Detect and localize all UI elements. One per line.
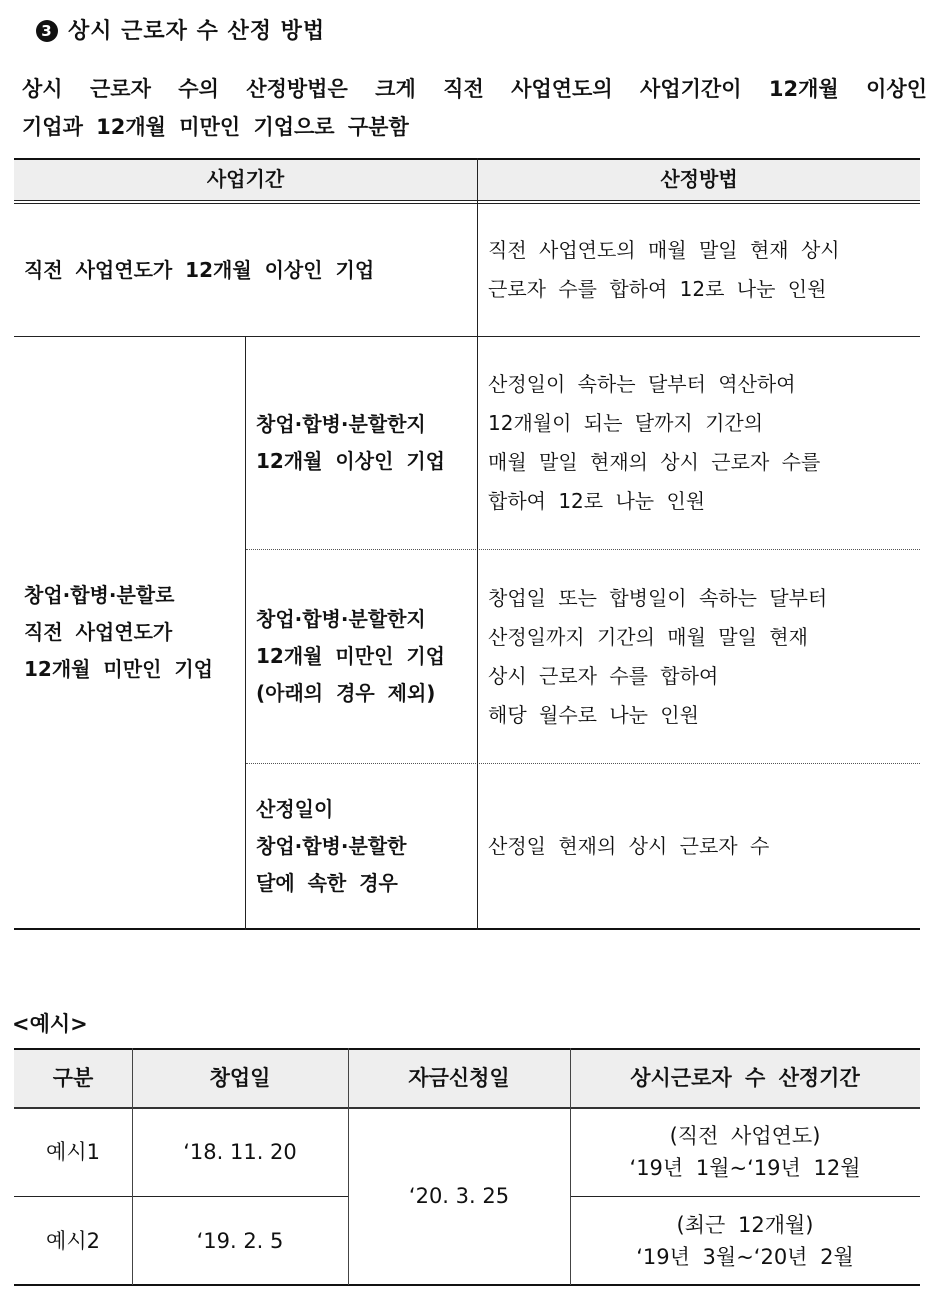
sub2-label: 창업·합병·분할한지 12개월 미만인 기업 (아래의 경우 제외) <box>256 607 445 705</box>
example1-period: (직전 사업연도) ‘19년 1월~‘19년 12월 <box>629 1124 861 1180</box>
divider <box>14 200 920 201</box>
example-table <box>14 1048 920 1288</box>
sub2-method: 창업일 또는 합병일이 속하는 달부터 산정일까지 기간의 매월 말일 현재 상시 근로자 수를 합하여 해당 월수로 나눈 인원 <box>488 585 828 727</box>
group-under-12-months-label: 창업·합병·분할로 직전 사업연도가 12개월 미만인 기업 <box>24 582 213 681</box>
example2-label: 예시2 <box>46 1228 100 1253</box>
sub1-label: 창업·합병·분할한지 12개월 이상인 기업 <box>256 411 445 473</box>
example1-label: 예시1 <box>46 1140 100 1164</box>
divider <box>14 928 920 930</box>
intro-paragraph <box>22 70 927 146</box>
intro-line-1: 상시 근로자 수의 산정방법은 크게 직전 사업연도의 사업기간이 12개월 이상인 <box>22 77 927 101</box>
row-12-months-or-more-label: 직전 사업연도가 12개월 이상인 기업 <box>24 257 375 282</box>
intro-line-2: 기업과 12개월 미만인 기업으로 구분함 <box>22 115 409 139</box>
header-method: 산정방법 <box>660 166 738 191</box>
header-calculation-period: 상시근로자 수 산정기간 <box>630 1065 860 1090</box>
section-number-badge: 3 <box>36 20 58 42</box>
header-application-date: 자금신청일 <box>408 1065 510 1090</box>
header-period: 사업기간 <box>206 166 285 191</box>
application-date: ‘20. 3. 25 <box>408 1184 510 1208</box>
example2-founded: ‘19. 2. 5 <box>196 1228 284 1253</box>
header-category: 구분 <box>52 1065 94 1090</box>
section-heading <box>36 14 325 45</box>
divider <box>14 1284 920 1286</box>
example2-period: (최근 12개월) ‘19년 3월~‘20년 2월 <box>636 1212 854 1269</box>
calculation-method-table <box>14 158 920 931</box>
row-12-months-or-more-method: 직전 사업연도의 매월 말일 현재 상시 근로자 수를 합하여 12로 나눈 인원 <box>488 238 840 301</box>
section-title: 상시 근로자 수 산정 방법 <box>68 19 326 44</box>
sub1-method: 산정일이 속하는 달부터 역산하여 12개월이 되는 달까지 기간의 매월 말일 현재의 상시 근로자 수를 합하여 12로 나눈 인원 <box>488 371 821 513</box>
sub3-method: 산정일 현재의 상시 근로자 수 <box>488 833 770 858</box>
divider <box>245 336 246 930</box>
example1-founded: ‘18. 11. 20 <box>183 1140 297 1164</box>
sub3-label: 산정일이 창업·합병·분할한 달에 속한 경우 <box>256 796 407 895</box>
example-label: <예시> <box>12 1012 88 1036</box>
header-founded: 창업일 <box>209 1065 271 1090</box>
